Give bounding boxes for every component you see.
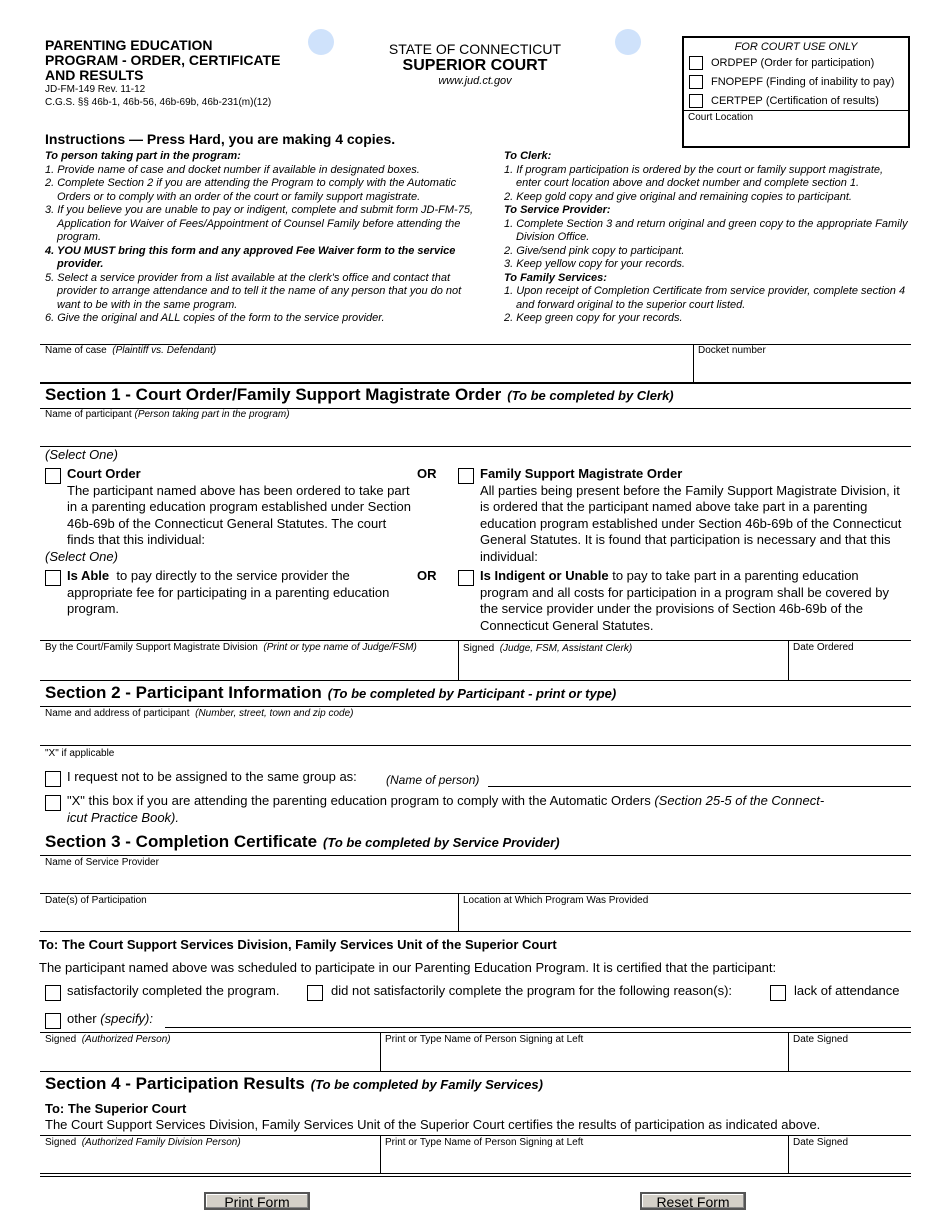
same-group-label: I request not to be assigned to the same group as: [67,769,357,784]
case-name-label: Name of case [45,345,107,356]
divider [788,640,789,680]
divider [380,1135,381,1173]
program-location-label: Location at Which Program Was Provided [463,895,649,906]
divider [40,680,911,681]
divider [40,382,911,384]
same-group-checkbox[interactable] [45,771,61,787]
participant-address-hint: (Number, street, town and zip code) [195,708,354,719]
form-title: PARENTING EDUCATION PROGRAM - ORDER, CERTIFICATE AND RESULTS [45,37,281,83]
section-1-heading: Section 1 - Court Order/Family Support Magistrate Order [45,385,502,404]
section-3-print-name-field[interactable] [385,1034,783,1069]
or-label: OR [417,568,437,583]
automatic-orders-text [67,793,912,826]
date-signed-label: Date Signed [793,1034,849,1045]
divider [458,640,459,680]
indigent-label: Is Indigent or Unable [480,568,609,583]
section-2-heading: Section 2 - Participant Information [45,683,322,702]
court-heading [360,41,590,87]
section-1-title [45,385,674,405]
indigent-option [480,568,908,634]
reset-form-button[interactable]: Reset Form [640,1192,746,1210]
signed-hint: (Judge, FSM, Assistant Clerk) [499,643,633,654]
court-use-row [684,53,908,72]
instruction-item: 3. If you believe you are unable to pay or indigent, complete and submit form JD-FM-75, Application for Waiver of Fees/Appointment of Counsel Family before attending the program. [45,204,473,243]
court-location-label: Court Location [688,112,754,123]
divider [40,446,911,447]
program-location-field[interactable] [463,895,908,929]
signed-label: Signed [45,1137,77,1148]
participant-address-field[interactable] [45,708,905,744]
indigent-text: to pay to take part in a parenting education program and all costs for participation in a program shall be covered by the service provider under the provisions of Section 46b-69b of the Connecticut General Statutes. [480,568,889,633]
fsm-order-label: Family Support Magistrate Order [480,466,683,481]
section-4-heading: Section 4 - Participation Results [45,1074,305,1093]
satisfactory-checkbox[interactable] [45,985,61,1001]
not-satisfactory-label: did not satisfactorily complete the program for the following reason(s): [331,983,733,998]
section-3-signed-field[interactable] [45,1034,375,1069]
by-court-field[interactable] [45,642,453,678]
section-3-date-signed-field[interactable] [793,1034,908,1069]
other-option [67,1011,153,1026]
case-name-field[interactable] [45,345,685,381]
court-order-option [67,466,412,549]
lack-of-attendance-label: lack of attendance [794,983,900,998]
divider [40,1173,911,1174]
by-court-hint: (Print or type name of Judge/FSM) [263,642,417,653]
section-2-subtitle: (To be completed by Participant - print or type) [327,686,617,701]
dates-participation-label: Date(s) of Participation [45,895,147,906]
automatic-orders-ref: icut Practice Book). [67,809,179,825]
other-specify-field[interactable] [165,1027,911,1028]
by-court-label: By the Court/Family Support Magistrate Division [45,642,258,653]
section-4-subtitle: (To be completed by Family Services) [310,1077,543,1092]
participant-address-label: Name and address of participant [45,708,190,719]
same-group-name-field[interactable] [488,786,911,787]
divider [40,1135,911,1136]
ordpep-desc: (Order for participation) [760,56,875,69]
service-provider-label: Name of Service Provider [45,857,159,868]
divider [40,931,911,932]
fnopepf-desc: (Finding of inability to pay) [766,75,895,88]
or-label: OR [417,466,437,481]
instruction-item: 2. Complete Section 2 if you are attending the Program to comply with the Automatic Orders or to comply with an order of the court or family support magistrate. [45,177,457,203]
dates-participation-field[interactable] [45,895,453,929]
automatic-orders-checkbox[interactable] [45,795,61,811]
instruction-item: 3. Keep yellow copy for your records. [504,258,685,270]
instruction-item: 6. Give the original and ALL copies of the form to the service provider. [45,312,385,324]
court-use-title: FOR COURT USE ONLY [734,41,858,53]
divider [40,640,911,641]
print-name-label: Print or Type Name of Person Signing at Left [385,1137,584,1148]
divider [788,1032,789,1071]
date-ordered-field[interactable] [793,642,908,678]
court-name: SUPERIOR COURT [402,57,548,74]
is-able-checkbox[interactable] [45,570,61,586]
divider [458,893,459,931]
lack-of-attendance-checkbox[interactable] [770,985,786,1001]
court-order-label: Court Order [67,466,141,481]
automatic-orders-label: "X" this box if you are attending the parenting education program to comply with the Automatic Orders [67,793,651,808]
participant-name-field[interactable] [45,409,905,445]
decorative-circle [615,29,641,55]
automatic-orders-ref: (Section 25-5 of the Connect- [654,793,825,808]
certpep-code: CERTPEP [711,94,763,107]
indigent-checkbox[interactable] [458,570,474,586]
section-3-heading: Section 3 - Completion Certificate [45,832,318,851]
other-label: other [67,1011,97,1026]
satisfactory-label: satisfactorily completed the program. [67,983,280,998]
participant-heading: To person taking part in the program: [45,150,241,162]
participant-name-label: Name of participant [45,409,132,420]
divider [380,1032,381,1071]
select-one-label: (Select One) [45,549,118,564]
other-hint: (specify): [100,1011,153,1026]
decorative-circle [308,29,334,55]
docket-number-field[interactable] [698,345,908,381]
section-4-title [45,1074,543,1094]
instruction-item: 2. Keep gold copy and give original and remaining copies to participant. [504,190,852,203]
section-1-signed-field[interactable] [463,643,783,679]
print-name-label: Print or Type Name of Person Signing at Left [385,1034,584,1045]
instructions-title: Instructions — Press Hard, you are making 4 copies. [45,131,396,147]
divider [40,1032,911,1033]
date-ordered-label: Date Ordered [793,642,854,653]
case-name-hint: (Plaintiff vs. Defendant) [112,345,217,356]
instruction-item: 1. Complete Section 3 and return original and green copy to the appropriate Family Division Office. [504,217,908,243]
is-able-option [67,568,397,618]
instruction-item: 2. Keep green copy for your records. [504,312,683,324]
docket-number-label: Docket number [698,345,766,356]
instruction-item: 2. Give/send pink copy to participant. [504,244,685,257]
not-satisfactory-checkbox[interactable] [307,985,323,1001]
section-4-signed-field[interactable] [45,1137,375,1171]
section-4-certify-text: The Court Support Services Division, Family Services Unit of the Superior Court certifies the results of participation as indicated above. [45,1117,821,1132]
instruction-item: 5. Select a service provider from a list available at the clerk's office and contact that provider to arrange attendance and to tell it the name of any person that you do not want to be with in the same program. [45,271,462,311]
clerk-heading: To Clerk: [504,150,552,162]
divider [788,1135,789,1173]
divider [40,706,911,707]
state-name: STATE OF CONNECTICUT [388,41,562,57]
divider [40,745,911,746]
print-form-button[interactable]: Print Form [204,1192,310,1210]
ordpep-checkbox[interactable] [689,56,703,70]
instruction-item: 1. If program participation is ordered by the court or family support magistrate, enter court location above and docket number and complete section 1. [504,163,884,189]
certpep-checkbox[interactable] [689,94,703,108]
family-services-heading: To Family Services: [504,271,607,284]
other-checkbox[interactable] [45,1013,61,1029]
statutes: C.G.S. §§ 46b-1, 46b-56, 46b-69b, 46b-231(m)(12) [45,97,272,108]
section-4-to-line: To: The Superior Court [45,1101,187,1116]
certpep-desc: (Certification of results) [765,94,879,107]
same-group-hint: (Name of person) [386,773,480,787]
court-order-text: The participant named above has been ordered to take part in a parenting education program established under Section 46b-69b of the Connecticut General Statutes. The court finds that this individual: [67,482,412,547]
fnopepf-checkbox[interactable] [689,75,703,89]
divider [40,1071,911,1072]
fsm-order-checkbox[interactable] [458,468,474,484]
divider [40,893,911,894]
instruction-item: 1. Provide name of case and docket number if available in designated boxes. [45,163,420,176]
divider [693,344,694,382]
website: www.jud.ct.gov [438,75,512,87]
fnopepf-code: FNOPEPF [711,75,763,88]
court-use-row [684,91,908,110]
participant-instructions [45,150,473,326]
court-use-box [682,36,910,148]
x-if-applicable-label: "X" if applicable [45,748,115,759]
section-3-subtitle: (To be completed by Service Provider) [323,835,560,850]
participant-name-hint: (Person taking part in the program) [134,409,290,420]
fsm-order-text: All parties being present before the Family Support Magistrate Division, it is ordered that the participant named above take part in a parenting education program established under Section 46b-69b of the Connecticut General Statutes. It is found that participation is necessary and that this individual: [480,482,902,564]
signed-hint: (Authorized Person) [81,1034,171,1045]
form-number: JD-FM-149 Rev. 11-12 [45,84,146,95]
date-signed-label: Date Signed [793,1137,849,1148]
staff-instructions [504,150,909,326]
instruction-item: 1. Upon receipt of Completion Certificate from service provider, complete section 4 and forward original to the superior court listed. [504,285,906,311]
section-2-title [45,683,616,703]
certify-text: The participant named above was scheduled to participate in our Parenting Education Program. It is certified that the participant: [39,960,777,975]
select-one-label: (Select One) [45,447,118,462]
is-able-text: to pay directly to the service provider the appropriate fee for participating in a parenting education program. [67,568,390,616]
signed-hint: (Authorized Family Division Person) [81,1137,241,1148]
divider [40,1176,911,1177]
section-4-print-name-field[interactable] [385,1137,783,1171]
signed-label: Signed [463,643,495,654]
court-order-checkbox[interactable] [45,468,61,484]
section-3-title [45,832,560,852]
divider [40,855,911,856]
section-1-subtitle: (To be completed by Clerk) [507,388,674,403]
instruction-item: 4. YOU MUST bring this form and any approved Fee Waiver form to the service provider. [45,244,456,270]
court-use-row [684,72,908,91]
signed-label: Signed [45,1034,77,1045]
provider-heading: To Service Provider: [504,204,611,216]
court-location-field[interactable] [684,110,908,146]
fsm-order-option [480,466,908,565]
section-4-date-signed-field[interactable] [793,1137,908,1171]
is-able-label: Is Able [67,568,110,583]
section-3-to-line: To: The Court Support Services Division, Family Services Unit of the Superior Court [39,937,557,952]
ordpep-code: ORDPEP [711,56,758,69]
service-provider-field[interactable] [45,857,905,893]
